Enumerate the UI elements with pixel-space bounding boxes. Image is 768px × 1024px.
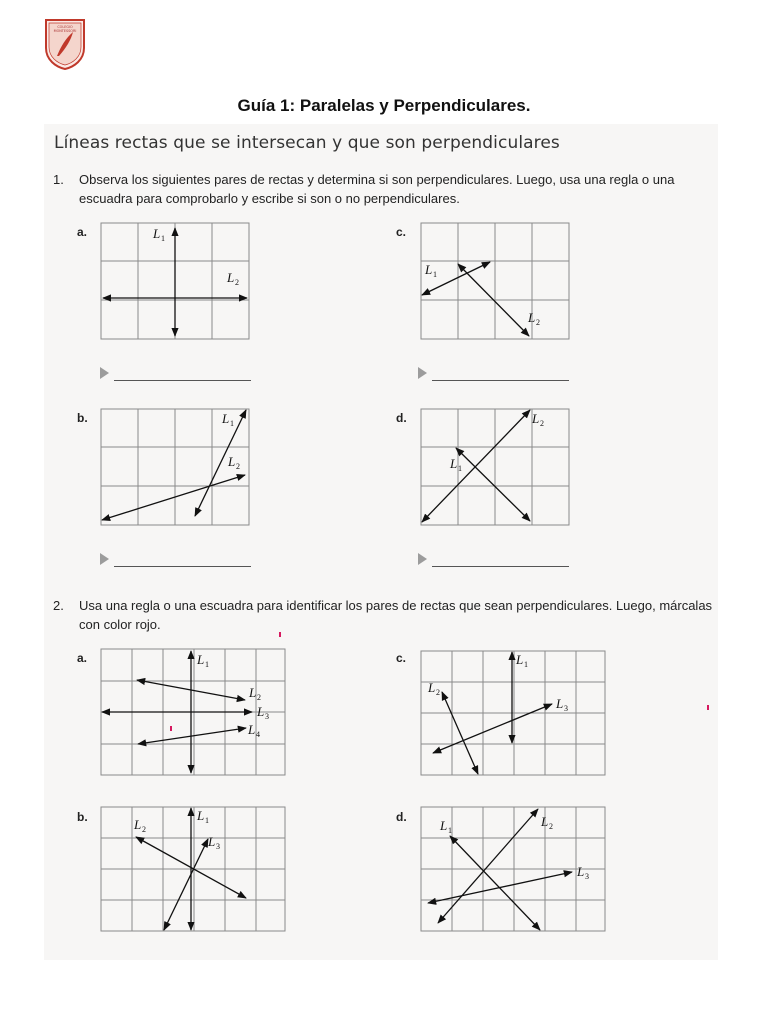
question-2: [53, 596, 733, 636]
svg-text:L: L: [440, 818, 448, 833]
svg-text:L: L: [208, 834, 216, 849]
q1-answer-d[interactable]: [418, 553, 570, 567]
q1-figure-d: [420, 408, 570, 526]
line-l3[interactable]: [428, 872, 572, 903]
q1-answer-b[interactable]: [100, 553, 252, 567]
line-l4[interactable]: [138, 728, 246, 744]
school-logo: [44, 18, 86, 70]
svg-text:L: L: [577, 864, 585, 879]
svg-text:2: 2: [142, 825, 146, 834]
svg-text:L: L: [222, 411, 230, 426]
question-1: [53, 170, 733, 210]
svg-text:1: 1: [458, 464, 462, 473]
svg-text:2: 2: [536, 318, 540, 327]
svg-text:1: 1: [524, 660, 528, 669]
svg-text:L: L: [556, 696, 564, 711]
svg-text:4: 4: [256, 730, 260, 739]
svg-text:L: L: [248, 722, 256, 737]
svg-text:1: 1: [205, 816, 209, 825]
svg-text:L: L: [532, 411, 540, 426]
svg-text:MONTESSORI: MONTESSORI: [53, 29, 77, 33]
svg-text:L: L: [428, 680, 436, 695]
page-title: Guía 1: Paralelas y Perpendiculares.: [237, 96, 531, 115]
svg-text:1: 1: [448, 826, 452, 835]
q1-item-a-label: a.: [77, 225, 88, 239]
svg-text:L: L: [541, 814, 549, 829]
line-l3[interactable]: [164, 839, 208, 930]
svg-text:1: 1: [161, 234, 165, 243]
q2-figure-a: [100, 648, 286, 776]
svg-text:2: 2: [257, 693, 261, 702]
svg-text:2: 2: [235, 278, 239, 287]
q2-item-a-label: a.: [77, 651, 88, 665]
svg-text:L: L: [450, 456, 458, 471]
svg-text:L: L: [228, 454, 236, 469]
question-2-text: Usa una regla o una escuadra para identificar los pares de rectas que sean perpendiculares. Luego, márcalas con color rojo.: [79, 598, 713, 632]
svg-text:2: 2: [436, 688, 440, 697]
shield-icon: [44, 18, 86, 70]
q1-answer-c[interactable]: [418, 367, 570, 381]
svg-text:L: L: [257, 704, 265, 719]
svg-text:3: 3: [564, 704, 568, 713]
q1-figure-a: [100, 222, 250, 340]
question-1-number: 1.: [53, 172, 64, 187]
q1-figure-b: [100, 408, 250, 526]
svg-text:3: 3: [585, 872, 589, 881]
q2-figure-b: [100, 806, 286, 932]
line-l2[interactable]: [438, 809, 538, 923]
q2-item-d-label: d.: [396, 810, 407, 824]
line-l2[interactable]: [442, 692, 478, 774]
red-mark: [707, 705, 709, 710]
q2-item-c-label: c.: [396, 651, 407, 665]
section-title: Líneas rectas que se intersecan y que son perpendiculares: [54, 133, 560, 153]
q1-item-b-label: b.: [77, 411, 88, 425]
svg-text:L: L: [134, 817, 142, 832]
svg-text:L: L: [516, 652, 524, 667]
svg-text:L: L: [197, 808, 205, 823]
question-1-text: Observa los siguientes pares de rectas y determina si son perpendiculares. Luego, usa una regla o una escuadra para comprobarlo y escribe si son o no perpendiculares.: [79, 172, 675, 206]
svg-text:3: 3: [216, 842, 220, 851]
q1-figure-c: [420, 222, 570, 340]
q2-figure-d: [420, 806, 606, 932]
question-2-number: 2.: [53, 598, 64, 613]
label-l2: L: [227, 270, 235, 285]
q2-figure-c: [420, 650, 606, 776]
line-l1[interactable]: [456, 448, 530, 521]
line-l2[interactable]: [102, 475, 245, 520]
svg-text:2: 2: [549, 822, 553, 831]
svg-text:2: 2: [236, 462, 240, 471]
q1-item-c-label: c.: [396, 225, 407, 239]
svg-text:L: L: [528, 310, 536, 325]
svg-text:3: 3: [265, 712, 269, 721]
svg-text:1: 1: [230, 419, 234, 428]
svg-text:COLEGIO: COLEGIO: [57, 25, 73, 29]
q2-item-b-label: b.: [77, 810, 88, 824]
svg-text:L: L: [249, 685, 257, 700]
line-l1[interactable]: [450, 836, 540, 930]
red-mark: [279, 632, 281, 637]
svg-text:L: L: [197, 652, 205, 667]
q1-answer-a[interactable]: [100, 367, 252, 381]
svg-text:1: 1: [433, 270, 437, 279]
svg-text:2: 2: [540, 419, 544, 428]
q1-item-d-label: d.: [396, 411, 407, 425]
svg-text:1: 1: [205, 660, 209, 669]
label-l1: L: [153, 226, 161, 241]
svg-text:L: L: [425, 262, 433, 277]
